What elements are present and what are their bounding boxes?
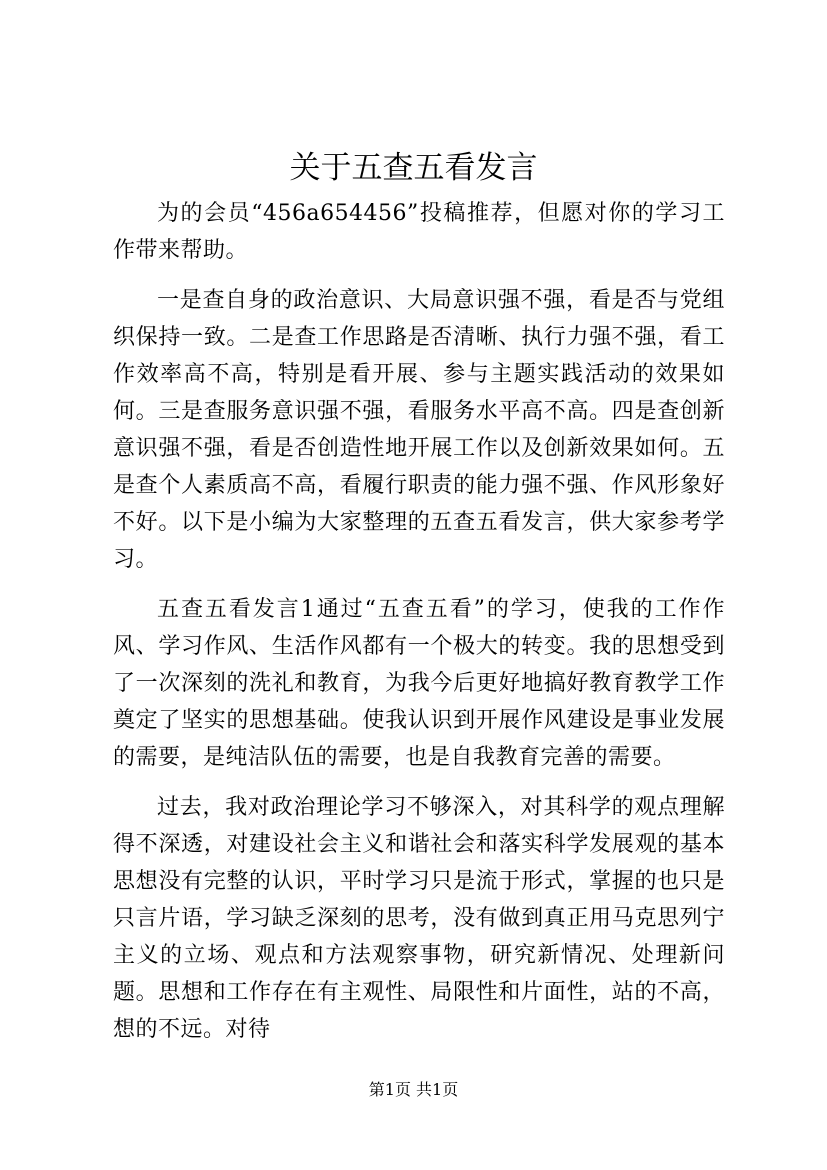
document-title: 关于五查五看发言 [289, 150, 538, 186]
paragraph-speech-1: 五查五看发言1通过“五查五看”的学习，使我的工作作风、学习作风、生活作风都有一个极大的转变。我的思想受到了一次深刻的洗礼和教育，为我今后更好地搞好教育教学工作奠定了坚实的思想基础。使我认识到开展作风建设是事业发展的需要，是纯洁队伍的需要，也是自我教育完善的需要。 [113, 597, 725, 770]
paragraph-past-reflection: 过去，我对政治理论学习不够深入，对其科学的观点理解得不深透，对建设社会主义和谐社会和落实科学发展观的基本思想没有完整的认识，平时学习只是流于形式，掌握的也只是只言片语，学习缺乏深刻的思考，没有做到真正用马克思列宁主义的立场、观点和方法观察事物，研究新情况、处理新问题。思想和工作存在有主观性、局限性和片面性，站的不高，想的不远。对待 [113, 795, 725, 1042]
document-body [113, 195, 725, 1061]
page-number-footer: 第1页 共1页 [368, 1080, 459, 1099]
paragraph-intro: 为的会员“456a654456”投稿推荐，但愿对你的学习工作带来帮助。 [113, 201, 725, 263]
paragraph-five-checks: 一是查自身的政治意识、大局意识强不强，看是否与党组织保持一致。二是查工作思路是否清晰、执行力强不强，看工作效率高不高，特别是看开展、参与主题实践活动的效果如何。三是查服务意识强不强，看服务水平高不高。四是查创新意识强不强，看是否创造性地开展工作以及创新效果如何。五是查个人素质高不高，看履行职责的能力强不强、作风形象好不好。以下是小编为大家整理的五查五看发言，供大家参考学习。 [113, 288, 725, 572]
